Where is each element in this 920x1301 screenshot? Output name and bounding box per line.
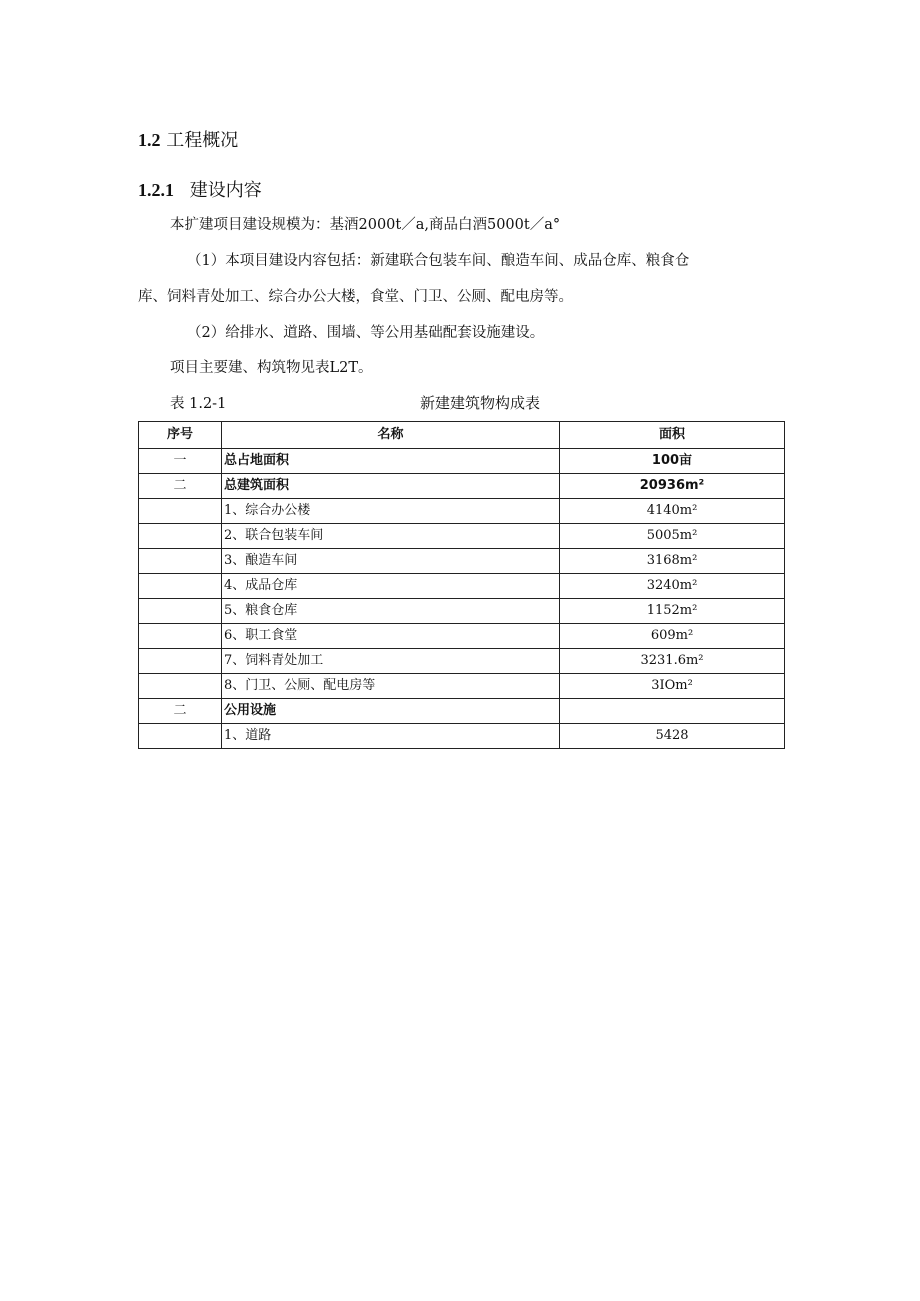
cell-area: 100亩 <box>560 449 785 474</box>
cell-area <box>560 699 785 724</box>
cell-name: 7、饲料青处加工 <box>222 649 560 674</box>
cell-no <box>139 674 222 699</box>
building-table <box>138 421 785 749</box>
table-row <box>139 474 785 499</box>
table-caption-title: 新建建筑物构成表 <box>420 394 541 412</box>
paragraph-table-ref: 项目主要建、构筑物见表L2T。 <box>170 360 373 376</box>
cell-name: 8、门卫、公厕、配电房等 <box>222 674 560 699</box>
cell-no: 二 <box>139 474 222 499</box>
cell-name: 3、酿造车间 <box>222 549 560 574</box>
section-number: 1.2 <box>138 130 161 150</box>
table-row <box>139 574 785 599</box>
table-row <box>139 524 785 549</box>
section-heading-1-2 <box>138 126 238 152</box>
table-row <box>139 649 785 674</box>
cell-no <box>139 574 222 599</box>
section-heading-1-2-1 <box>138 176 262 202</box>
cell-no: 一 <box>139 449 222 474</box>
cell-name: 1、综合办公楼 <box>222 499 560 524</box>
table-header-row <box>139 422 785 449</box>
paragraph-infrastructure: （2）给排水、道路、围墙、等公用基础配套设施建设。 <box>187 325 545 341</box>
subsection-number: 1.2.1 <box>138 180 174 200</box>
cell-no <box>139 599 222 624</box>
table-row <box>139 624 785 649</box>
cell-area: 5005m² <box>560 524 785 549</box>
cell-no: 二 <box>139 699 222 724</box>
cell-area: 3240m² <box>560 574 785 599</box>
cell-area: 4140m² <box>560 499 785 524</box>
header-area: 面积 <box>560 422 785 449</box>
cell-area: 3IOm² <box>560 674 785 699</box>
cell-name: 4、成品仓库 <box>222 574 560 599</box>
cell-name: 6、职工食堂 <box>222 624 560 649</box>
cell-name: 总占地面积 <box>222 449 560 474</box>
paragraph-scale: 本扩建项目建设规模为：基酒2000t／a,商品白酒5000t／a° <box>170 217 561 233</box>
cell-area: 3231.6m² <box>560 649 785 674</box>
table-row <box>139 699 785 724</box>
table-row <box>139 724 785 749</box>
table-row <box>139 549 785 574</box>
cell-no <box>139 624 222 649</box>
cell-area: 1152m² <box>560 599 785 624</box>
paragraph-content-line1: （1）本项目建设内容包括：新建联合包装车间、酿造车间、成品仓库、粮食仓 <box>187 253 690 269</box>
header-name: 名称 <box>222 422 560 449</box>
cell-no <box>139 649 222 674</box>
paragraph-content-line2: 库、饲料青处加工、综合办公大楼，食堂、门卫、公厕、配电房等。 <box>138 289 573 305</box>
subsection-title: 建设内容 <box>189 180 262 201</box>
cell-area: 3168m² <box>560 549 785 574</box>
table-row <box>139 499 785 524</box>
cell-no <box>139 724 222 749</box>
cell-area: 20936m² <box>560 474 785 499</box>
table-caption-number: 表 1.2-1 <box>170 396 227 412</box>
cell-no <box>139 549 222 574</box>
cell-area: 5428 <box>560 724 785 749</box>
cell-name: 总建筑面积 <box>222 474 560 499</box>
header-no: 序号 <box>139 422 222 449</box>
cell-name: 5、粮食仓库 <box>222 599 560 624</box>
cell-no <box>139 499 222 524</box>
cell-area: 609m² <box>560 624 785 649</box>
section-title: 工程概况 <box>166 130 239 151</box>
cell-name: 1、道路 <box>222 724 560 749</box>
cell-no <box>139 524 222 549</box>
table-row <box>139 599 785 624</box>
cell-name: 公用设施 <box>222 699 560 724</box>
cell-name: 2、联合包装车间 <box>222 524 560 549</box>
table-row <box>139 674 785 699</box>
table-row <box>139 449 785 474</box>
